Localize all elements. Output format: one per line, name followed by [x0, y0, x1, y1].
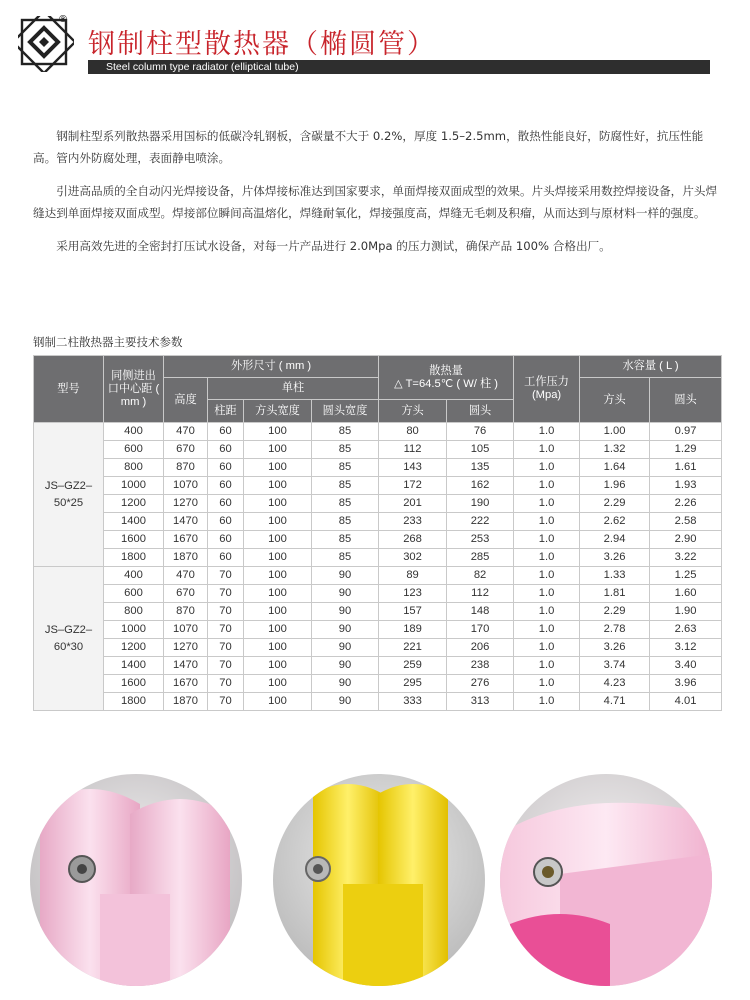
- table-cell: 100: [244, 495, 312, 513]
- table-cell: 60: [208, 531, 244, 549]
- table-cell: 1.0: [514, 657, 580, 675]
- model-cell: JS–GZ2– 60*30: [34, 567, 104, 711]
- table-cell: 85: [312, 549, 379, 567]
- header-water-round: 圆头: [650, 378, 722, 423]
- table-cell: 1.0: [514, 459, 580, 477]
- table-cell: 1.0: [514, 549, 580, 567]
- table-cell: 100: [244, 549, 312, 567]
- table-cell: 85: [312, 513, 379, 531]
- table-cell: 313: [447, 693, 514, 711]
- table-cell: 100: [244, 513, 312, 531]
- table-row: [34, 567, 722, 585]
- table-cell: 285: [447, 549, 514, 567]
- table-cell: 0.97: [650, 423, 722, 441]
- table-caption: 钢制二柱散热器主要技术参数: [33, 335, 183, 349]
- table-cell: 1.61: [650, 459, 722, 477]
- table-cell: 1200: [104, 639, 164, 657]
- table-cell: 100: [244, 603, 312, 621]
- table-cell: 1.25: [650, 567, 722, 585]
- table-cell: 60: [208, 459, 244, 477]
- table-row: [34, 531, 722, 549]
- header-column-pitch: 柱距: [208, 400, 244, 423]
- table-row: [34, 585, 722, 603]
- table-cell: 2.78: [580, 621, 650, 639]
- table-cell: 90: [312, 657, 379, 675]
- table-cell: 2.62: [580, 513, 650, 531]
- table-cell: 85: [312, 441, 379, 459]
- table-cell: 112: [447, 585, 514, 603]
- table-cell: 1.0: [514, 693, 580, 711]
- table-cell: 3.12: [650, 639, 722, 657]
- table-cell: 221: [379, 639, 447, 657]
- table-cell: 112: [379, 441, 447, 459]
- registered-mark: ®: [58, 14, 68, 25]
- table-cell: 1670: [164, 531, 208, 549]
- table-cell: 4.23: [580, 675, 650, 693]
- header-round-width: 圆头宽度: [312, 400, 379, 423]
- table-cell: 70: [208, 567, 244, 585]
- table-cell: 1070: [164, 477, 208, 495]
- table-cell: 85: [312, 495, 379, 513]
- table-cell: 85: [312, 423, 379, 441]
- table-cell: 123: [379, 585, 447, 603]
- pink-radiator-image: [30, 774, 242, 986]
- table-cell: 172: [379, 477, 447, 495]
- yellow-radiator-photo: [273, 774, 485, 986]
- table-cell: 89: [379, 567, 447, 585]
- yellow-radiator-image: [273, 774, 485, 986]
- table-cell: 1.0: [514, 567, 580, 585]
- table-cell: 1.0: [514, 675, 580, 693]
- table-row: [34, 477, 722, 495]
- table-cell: 2.29: [580, 603, 650, 621]
- table-cell: 1.0: [514, 531, 580, 549]
- table-cell: 800: [104, 459, 164, 477]
- table-cell: 333: [379, 693, 447, 711]
- table-cell: 70: [208, 603, 244, 621]
- header-square-width: 方头宽度: [244, 400, 312, 423]
- header-heat-output: 散热量 △ T=64.5℃ ( W/ 柱 ): [379, 356, 514, 400]
- header-working-pressure: 工作压力 (Mpa): [514, 356, 580, 423]
- table-cell: 80: [379, 423, 447, 441]
- table-cell: 100: [244, 459, 312, 477]
- table-cell: 60: [208, 513, 244, 531]
- table-row: [34, 675, 722, 693]
- table-cell: 276: [447, 675, 514, 693]
- table-cell: 1270: [164, 495, 208, 513]
- pink-radiator-photo: [30, 774, 242, 986]
- table-cell: 1200: [104, 495, 164, 513]
- table-cell: 90: [312, 693, 379, 711]
- table-cell: 400: [104, 423, 164, 441]
- table-cell: 1.93: [650, 477, 722, 495]
- table-cell: 1270: [164, 639, 208, 657]
- table-cell: 1070: [164, 621, 208, 639]
- table-cell: 201: [379, 495, 447, 513]
- table-cell: 60: [208, 549, 244, 567]
- table-cell: 470: [164, 423, 208, 441]
- table-cell: 2.94: [580, 531, 650, 549]
- table-cell: 1600: [104, 675, 164, 693]
- table-cell: 70: [208, 639, 244, 657]
- table-cell: 1.81: [580, 585, 650, 603]
- table-cell: 157: [379, 603, 447, 621]
- table-cell: 870: [164, 459, 208, 477]
- pink-radiator-closeup-photo: [500, 774, 712, 986]
- table-cell: 1.0: [514, 585, 580, 603]
- table-cell: 670: [164, 441, 208, 459]
- header-height: 高度: [164, 378, 208, 423]
- header-heat-round: 圆头: [447, 400, 514, 423]
- table-cell: 222: [447, 513, 514, 531]
- table-cell: 1800: [104, 549, 164, 567]
- table-cell: 85: [312, 531, 379, 549]
- table-cell: 1800: [104, 693, 164, 711]
- table-cell: 1.96: [580, 477, 650, 495]
- table-cell: 670: [164, 585, 208, 603]
- table-cell: 1.0: [514, 513, 580, 531]
- table-row: [34, 495, 722, 513]
- table-cell: 1.0: [514, 441, 580, 459]
- table-row: [34, 621, 722, 639]
- intro-paragraph: 引进高品质的全自动闪光焊接设备，片体焊接标准达到国家要求，单面焊接双面成型的效果。片头焊接采用数控焊接设备，片头焊缝达到单面焊接双面成型。焊接部位瞬间高温熔化，焊缝耐氧化，焊接强度高，焊缝无毛刺及积瘤，从而达到与原材料一样的强度。: [33, 184, 718, 220]
- table-cell: 135: [447, 459, 514, 477]
- table-cell: 1870: [164, 693, 208, 711]
- table-cell: 1600: [104, 531, 164, 549]
- table-cell: 1.0: [514, 621, 580, 639]
- table-cell: 2.29: [580, 495, 650, 513]
- header-dimensions: 外形尺寸 ( mm ): [164, 356, 379, 378]
- table-cell: 1.0: [514, 423, 580, 441]
- table-cell: 100: [244, 567, 312, 585]
- table-cell: 1.32: [580, 441, 650, 459]
- table-cell: 170: [447, 621, 514, 639]
- header-single-column: 单柱: [208, 378, 379, 400]
- table-cell: 60: [208, 423, 244, 441]
- table-cell: 1.33: [580, 567, 650, 585]
- pink-radiator-closeup-image: [500, 774, 712, 986]
- table-cell: 3.26: [580, 549, 650, 567]
- table-cell: 470: [164, 567, 208, 585]
- table-cell: 148: [447, 603, 514, 621]
- table-cell: 1400: [104, 513, 164, 531]
- table-cell: 60: [208, 441, 244, 459]
- spec-table-body: [34, 423, 722, 711]
- table-cell: 238: [447, 657, 514, 675]
- table-cell: 90: [312, 621, 379, 639]
- table-cell: 100: [244, 477, 312, 495]
- spec-table: [33, 355, 722, 711]
- table-cell: 1.60: [650, 585, 722, 603]
- table-cell: 600: [104, 585, 164, 603]
- table-cell: 100: [244, 621, 312, 639]
- table-row: [34, 459, 722, 477]
- table-cell: 1.0: [514, 639, 580, 657]
- table-cell: 90: [312, 639, 379, 657]
- table-cell: 3.26: [580, 639, 650, 657]
- header-water-square: 方头: [580, 378, 650, 423]
- table-cell: 85: [312, 459, 379, 477]
- table-row: [34, 423, 722, 441]
- table-cell: 1670: [164, 675, 208, 693]
- table-row: [34, 513, 722, 531]
- table-cell: 1400: [104, 657, 164, 675]
- table-cell: 100: [244, 423, 312, 441]
- table-row: [34, 549, 722, 567]
- table-cell: 90: [312, 675, 379, 693]
- table-cell: 3.40: [650, 657, 722, 675]
- table-cell: 162: [447, 477, 514, 495]
- intro-text: [33, 125, 721, 268]
- table-cell: 1.0: [514, 603, 580, 621]
- table-cell: 143: [379, 459, 447, 477]
- table-cell: 800: [104, 603, 164, 621]
- table-row: [34, 657, 722, 675]
- intro-paragraph: 钢制柱型系列散热器采用国标的低碳冷轧钢板，含碳量不大于 0.2%，厚度 1.5–2.5mm，散热性能良好，防腐性好，抗压性能高。管内外防腐处理，表面静电喷涂。: [33, 129, 704, 165]
- table-cell: 1870: [164, 549, 208, 567]
- header-center-distance: 同侧进出口中心距 ( mm ): [104, 356, 164, 423]
- table-cell: 1.00: [580, 423, 650, 441]
- header-model: 型号: [34, 356, 104, 423]
- table-row: [34, 639, 722, 657]
- table-cell: 4.71: [580, 693, 650, 711]
- table-row: [34, 693, 722, 711]
- table-cell: 100: [244, 585, 312, 603]
- table-cell: 60: [208, 477, 244, 495]
- table-cell: 100: [244, 639, 312, 657]
- table-cell: 100: [244, 693, 312, 711]
- table-cell: 100: [244, 675, 312, 693]
- table-cell: 870: [164, 603, 208, 621]
- header-water-capacity: 水容量 ( L ): [580, 356, 722, 378]
- table-cell: 2.26: [650, 495, 722, 513]
- table-cell: 1.90: [650, 603, 722, 621]
- table-cell: 1.64: [580, 459, 650, 477]
- table-cell: 268: [379, 531, 447, 549]
- table-cell: 85: [312, 477, 379, 495]
- table-cell: 3.22: [650, 549, 722, 567]
- table-cell: 90: [312, 603, 379, 621]
- table-cell: 76: [447, 423, 514, 441]
- table-cell: 2.90: [650, 531, 722, 549]
- table-cell: 400: [104, 567, 164, 585]
- table-cell: 206: [447, 639, 514, 657]
- header-heat-square: 方头: [379, 400, 447, 423]
- table-cell: 82: [447, 567, 514, 585]
- table-cell: 1.0: [514, 495, 580, 513]
- table-cell: 600: [104, 441, 164, 459]
- intro-paragraph: 采用高效先进的全密封打压试水设备，对每一片产品进行 2.0Mpa 的压力测试，确保产品 100% 合格出厂。: [56, 239, 611, 253]
- page-subtitle: Steel column type radiator (elliptical tube): [106, 61, 299, 73]
- table-cell: 90: [312, 567, 379, 585]
- table-cell: 100: [244, 531, 312, 549]
- table-row: [34, 603, 722, 621]
- table-cell: 190: [447, 495, 514, 513]
- table-cell: 233: [379, 513, 447, 531]
- table-cell: 1.29: [650, 441, 722, 459]
- table-cell: 1470: [164, 513, 208, 531]
- page-title: 钢制柱型散热器（椭圆管）: [88, 29, 436, 60]
- table-cell: 1000: [104, 477, 164, 495]
- table-cell: 90: [312, 585, 379, 603]
- table-cell: 295: [379, 675, 447, 693]
- table-cell: 2.63: [650, 621, 722, 639]
- table-cell: 189: [379, 621, 447, 639]
- table-cell: 105: [447, 441, 514, 459]
- table-cell: 60: [208, 495, 244, 513]
- table-row: [34, 441, 722, 459]
- table-cell: 100: [244, 441, 312, 459]
- table-cell: 2.58: [650, 513, 722, 531]
- table-cell: 70: [208, 675, 244, 693]
- table-cell: 3.96: [650, 675, 722, 693]
- table-cell: 3.74: [580, 657, 650, 675]
- table-cell: 1000: [104, 621, 164, 639]
- table-cell: 100: [244, 657, 312, 675]
- table-cell: 70: [208, 693, 244, 711]
- table-cell: 302: [379, 549, 447, 567]
- table-cell: 1.0: [514, 477, 580, 495]
- table-cell: 70: [208, 621, 244, 639]
- model-cell: JS–GZ2– 50*25: [34, 423, 104, 567]
- table-cell: 1470: [164, 657, 208, 675]
- table-cell: 70: [208, 657, 244, 675]
- table-cell: 4.01: [650, 693, 722, 711]
- table-cell: 70: [208, 585, 244, 603]
- table-cell: 259: [379, 657, 447, 675]
- table-cell: 253: [447, 531, 514, 549]
